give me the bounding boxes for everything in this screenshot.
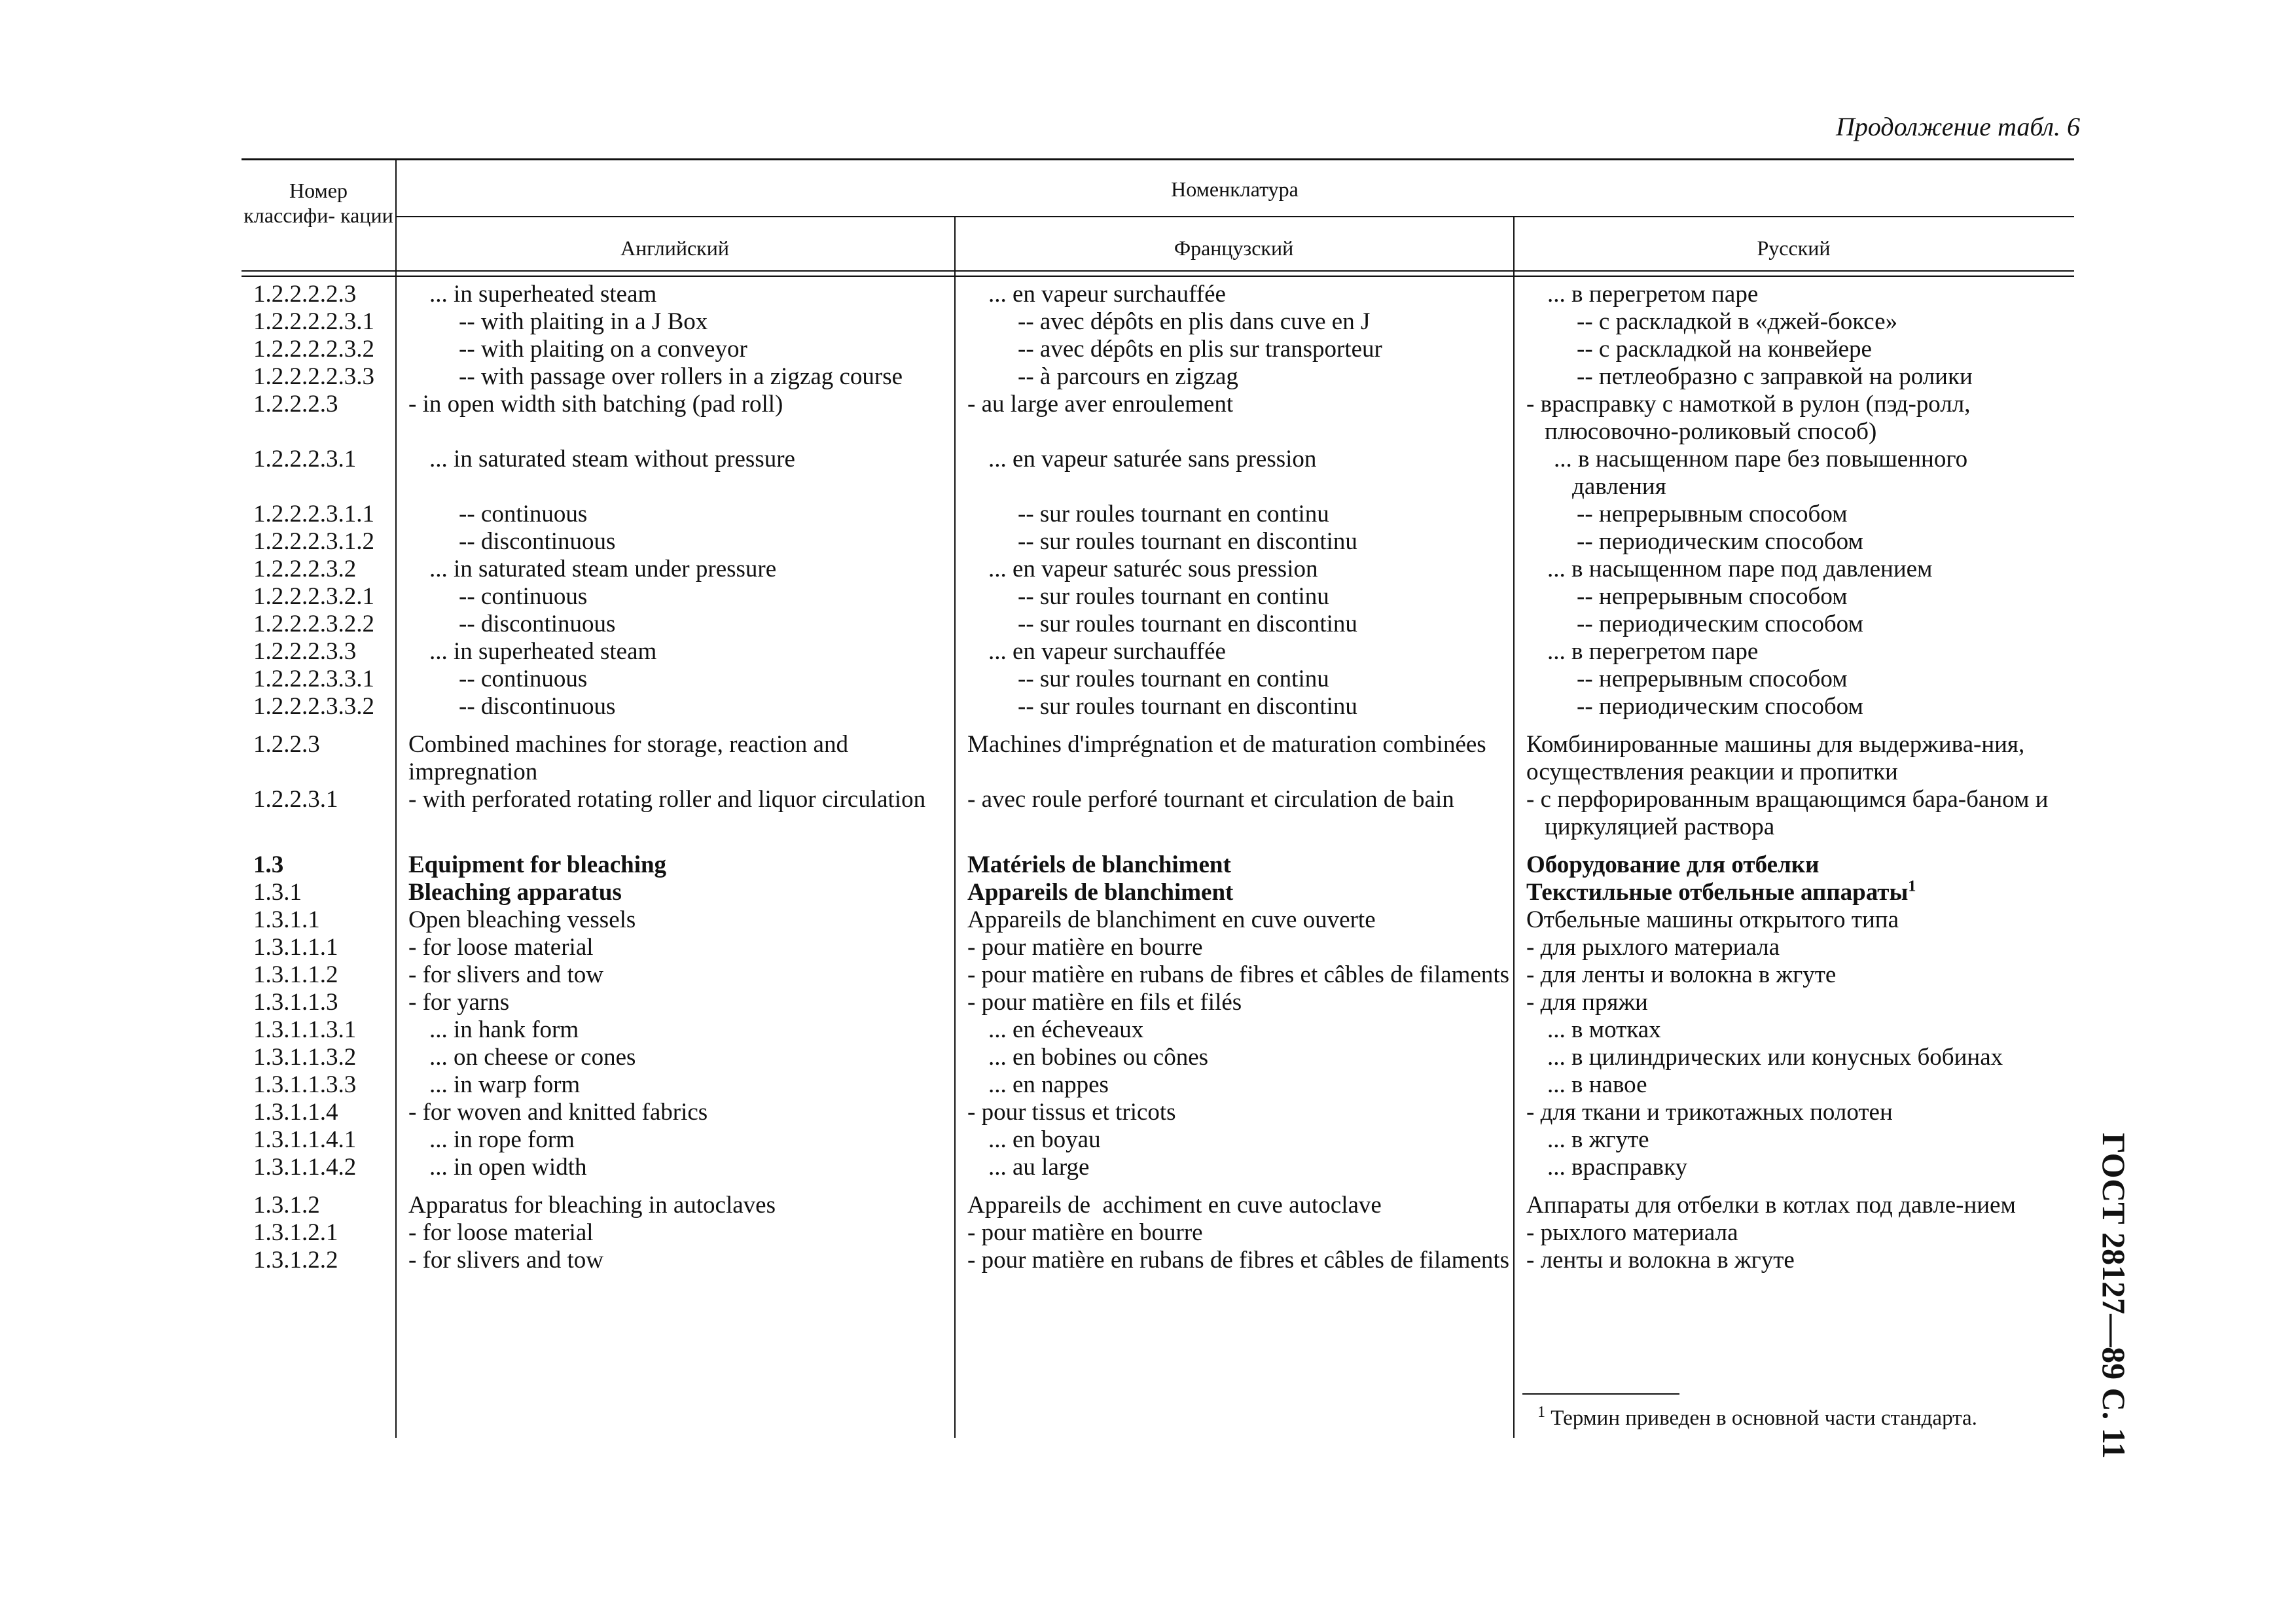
standard-page-title-text: ГОСТ 28127—89 С. 11 (2096, 1133, 2132, 1459)
table-row (242, 961, 2074, 989)
term-french: ... en vapeur surchauffée (988, 638, 1226, 665)
term-french: -- avec dépôts en plis sur transporteur (1018, 336, 1382, 363)
header-rule (395, 216, 2074, 217)
class-number: 1.3.1.1.1 (253, 934, 338, 961)
class-number: 1.2.2.3.1 (253, 786, 338, 813)
term-french: -- à parcours en zigzag (1018, 363, 1238, 390)
term-english: - with perforated rotating roller and liquor circulation (408, 786, 926, 813)
nomenclature-table (242, 158, 2074, 1438)
table-top-rule (242, 158, 2074, 160)
term-english: - for yarns (408, 989, 510, 1016)
table-row (242, 611, 2074, 638)
term-english: -- continuous (459, 666, 588, 692)
term-english: ... in warp form (429, 1071, 581, 1098)
table-row (242, 391, 2074, 446)
term-french: -- sur roules tournant en discontinu (1018, 611, 1357, 637)
term-russian: -- периодическим способом (1577, 693, 1863, 720)
term-english: Bleaching apparatus (408, 879, 622, 906)
class-number: 1.2.2.2.3.3 (253, 638, 357, 665)
term-english: Apparatus for bleaching in autoclaves (408, 1192, 776, 1219)
term-french: - au large aver enroulement (967, 391, 1234, 418)
term-french: - pour matière en bourre (967, 934, 1203, 961)
term-french: - avec roule perforé tournant et circulation de bain (967, 786, 1454, 813)
table-row (242, 906, 2074, 934)
table-row (242, 1154, 2074, 1181)
term-english: - in open width sith batching (pad roll) (408, 391, 783, 418)
term-english: -- discontinuous (459, 528, 616, 555)
term-french: -- sur roules tournant en discontinu (1018, 693, 1357, 720)
class-number: 1.2.2.2.2.3.3 (253, 363, 374, 390)
term-french: ... en vapeur saturéc sous pression (988, 556, 1318, 582)
term-russian: ... в навое (1547, 1071, 1647, 1098)
term-french: -- sur roules tournant en continu (1018, 583, 1329, 610)
table-row (242, 281, 2074, 308)
term-french: ... en boyau (988, 1126, 1101, 1153)
term-english: ... in rope form (429, 1126, 575, 1153)
term-russian: - рыхлого материала (1526, 1219, 1738, 1246)
class-number: 1.2.2.2.2.3.1 (253, 308, 374, 335)
term-russian: Отбельные машины открытого типа (1526, 906, 1899, 933)
class-number: 1.2.2.2.3.1.2 (253, 528, 374, 555)
term-russian: ... в жгуте (1547, 1126, 1649, 1153)
class-number: 1.3.1.2.1 (253, 1219, 338, 1246)
term-french: ... en vapeur surchauffée (988, 281, 1226, 308)
term-french: -- avec dépôts en plis dans cuve en J (1018, 308, 1371, 335)
footnote-text: Термин приведен в основной части стандарта. (1551, 1406, 1977, 1430)
term-french: - pour matière en fils et filés (967, 989, 1242, 1016)
term-russian: Аппараты для отбелки в котлах под давле-нием (1526, 1192, 2016, 1219)
term-russian: ... в перегретом паре (1547, 281, 1759, 308)
table-row (242, 693, 2074, 721)
term-french: - pour matière en rubans de fibres et câbles de filaments (967, 1247, 1510, 1274)
header-rule (242, 270, 2074, 272)
term-russian: -- непрерывным способом (1577, 583, 1848, 610)
term-english: ... in saturated steam under pressure (429, 556, 777, 582)
term-english: ... in saturated steam without pressure (429, 446, 795, 473)
table-row (242, 786, 2074, 841)
term-french: ... en nappes (988, 1071, 1109, 1098)
term-english: - for slivers and tow (408, 1247, 603, 1274)
term-french: Appareils de blanchiment (967, 879, 1234, 906)
term-russian: -- периодическим способом (1577, 611, 1863, 637)
term-french: - pour tissus et tricots (967, 1099, 1176, 1126)
term-russian: ... в насыщенном паре без повышенного давления (1554, 446, 1974, 500)
footnote (1537, 1405, 1977, 1431)
term-english: ... in hank form (429, 1016, 579, 1043)
class-number: 1.3.1.1.4 (253, 1099, 338, 1126)
term-french: ... en bobines ou cônes (988, 1044, 1209, 1071)
class-number: 1.2.2.2.3.1.1 (253, 501, 374, 527)
class-number: 1.3.1.2.2 (253, 1247, 338, 1274)
class-number: 1.2.2.2.3.2.2 (253, 611, 374, 637)
term-french: -- sur roules tournant en continu (1018, 666, 1329, 692)
class-number: 1.3.1.1.2 (253, 961, 338, 988)
term-russian: ... в перегретом паре (1547, 638, 1759, 665)
class-number: 1.2.2.2.3.3.1 (253, 666, 374, 692)
table-row (242, 731, 2074, 786)
term-russian: ... в цилиндрических или конусных бобинах (1547, 1044, 2003, 1071)
table-row (242, 1016, 2074, 1044)
continuation-label: Продолжение табл. 6 (1835, 112, 2080, 141)
class-number: 1.2.2.2.3.3.2 (253, 693, 374, 720)
term-english: - for woven and knitted fabrics (408, 1099, 708, 1126)
table-row (242, 1126, 2074, 1154)
term-russian: ... враспpавку (1547, 1154, 1687, 1181)
table-row (242, 528, 2074, 556)
table-row (242, 1247, 2074, 1274)
term-english: -- with passage over rollers in a zigzag course (459, 363, 903, 390)
term-english: -- discontinuous (459, 693, 616, 720)
table-row (242, 308, 2074, 336)
term-russian-text: Текстильные отбельные аппараты (1526, 879, 1909, 906)
term-french: Appareils de acchiment en cuve autoclave (967, 1192, 1382, 1219)
term-french: -- sur roules tournant en continu (1018, 501, 1329, 527)
class-number: 1.3.1.1.4.2 (253, 1154, 357, 1181)
standard-page-title (2078, 1126, 2150, 1466)
class-number: 1.3.1.2 (253, 1192, 320, 1219)
term-english: Equipment for bleaching (408, 851, 667, 878)
term-russian (1513, 879, 2074, 906)
header-french: Французский (1174, 236, 1294, 260)
table-row (242, 336, 2074, 363)
header-rule (242, 276, 2074, 277)
term-english: ... in open width (429, 1154, 587, 1181)
term-french: Matériels de blanchiment (967, 851, 1231, 878)
term-english: -- discontinuous (459, 611, 616, 637)
footnote-rule (1522, 1393, 1679, 1395)
term-russian: - ленты и волокна в жгуте (1526, 1247, 1795, 1274)
term-russian: - для ленты и волокна в жгуте (1526, 961, 1837, 988)
class-number: 1.2.2.2.3.1 (253, 446, 357, 473)
term-english: - for loose material (408, 1219, 594, 1246)
term-russian: - для пряжи (1526, 989, 1648, 1016)
term-english: - for slivers and tow (408, 961, 603, 988)
header-number: Номер классифи- кации (243, 179, 393, 227)
term-russian: -- с раскладкой на конвейере (1577, 336, 1872, 363)
term-russian: - с перфорированным вращающимся бара-баном и циркуляцией раствора (1526, 786, 2054, 840)
table-row (242, 1192, 2074, 1219)
term-russian: - враспpавку с намоткой в рулон (пэд-ролл, плюсовочно-роликовый способ) (1526, 391, 1977, 445)
class-number: 1.3.1 (253, 879, 302, 906)
table-row (242, 934, 2074, 961)
term-english: Open bleaching vessels (408, 906, 636, 933)
term-french: ... en vapeur saturée sans pression (988, 446, 1317, 473)
table-row (242, 363, 2074, 391)
term-russian: ... в мотках (1547, 1016, 1661, 1043)
class-number: 1.3.1.1.4.1 (253, 1126, 357, 1153)
class-number: 1.3 (253, 851, 284, 878)
class-number: 1.3.1.1.3.3 (253, 1071, 357, 1098)
term-russian: -- непрерывным способом (1577, 666, 1848, 692)
term-english: Combined machines for storage, reaction and impregnation (408, 731, 855, 785)
class-number: 1.2.2.2.3.2 (253, 556, 357, 582)
class-number: 1.2.2.2.3.2.1 (253, 583, 374, 610)
table-row (242, 1099, 2074, 1126)
table-row (242, 501, 2074, 528)
table-body (242, 281, 2074, 1274)
table-row (242, 1071, 2074, 1099)
term-russian: -- непрерывным способом (1577, 501, 1848, 527)
class-number: 1.3.1.1.3 (253, 989, 338, 1016)
table-row (242, 583, 2074, 611)
term-french: - pour matière en bourre (967, 1219, 1203, 1246)
class-number: 1.2.2.2.2.3.2 (253, 336, 374, 363)
footnote-mark: 1 (1537, 1404, 1545, 1421)
table-row (242, 666, 2074, 693)
term-russian: -- петлеобразно с заправкой на ролики (1577, 363, 1973, 390)
term-english: -- continuous (459, 583, 588, 610)
term-russian: - для ткани и трикотажных полотен (1526, 1099, 1893, 1126)
table-row (242, 446, 2074, 501)
term-russian: -- периодическим способом (1577, 528, 1863, 555)
term-english: ... in superheated steam (429, 281, 657, 308)
term-english: - for loose material (408, 934, 594, 961)
table-row (242, 1044, 2074, 1071)
header-russian: Русский (1757, 236, 1831, 260)
header-english: Английский (620, 236, 729, 260)
term-french: ... en écheveaux (988, 1016, 1144, 1043)
table-row (242, 1219, 2074, 1247)
term-russian: ... в насыщенном паре под давлением (1547, 556, 1933, 582)
term-english: -- continuous (459, 501, 588, 527)
term-english: -- with plaiting in a J Box (459, 308, 708, 335)
table-row (242, 851, 2074, 879)
table-row (242, 638, 2074, 666)
class-number: 1.2.2.3 (253, 731, 320, 758)
class-number: 1.2.2.2.2.3 (253, 281, 357, 308)
term-russian: -- с раскладкой в «джей-боксе» (1577, 308, 1898, 335)
footnote-ref: 1 (1908, 878, 1916, 895)
term-english: ... on cheese or cones (429, 1044, 636, 1071)
class-number: 1.3.1.1.3.1 (253, 1016, 357, 1043)
term-english: ... in superheated steam (429, 638, 657, 665)
table-row (242, 989, 2074, 1016)
term-russian: - для рыхлого материала (1526, 934, 1780, 961)
term-russian: Оборудование для отбелки (1526, 851, 1820, 878)
term-english: -- with plaiting on a conveyor (459, 336, 747, 363)
class-number: 1.3.1.1 (253, 906, 320, 933)
term-french: -- sur roules tournant en discontinu (1018, 528, 1357, 555)
term-french: Appareils de blanchiment en cuve ouverte (967, 906, 1376, 933)
table-row (242, 879, 2074, 906)
term-french: ... au large (988, 1154, 1090, 1181)
class-number: 1.2.2.2.3 (253, 391, 338, 418)
header-nomenclature: Номенклатура (1171, 177, 1299, 201)
term-russian: Комбинированные машины для выдержива-ния, осуществления реакции и пропитки (1526, 731, 2031, 785)
class-number: 1.3.1.1.3.2 (253, 1044, 357, 1071)
table-row (242, 556, 2074, 583)
term-french: - pour matière en rubans de fibres et câbles de filaments (967, 961, 1510, 988)
term-french: Machines d'imprégnation et de maturation combinées (967, 731, 1486, 758)
